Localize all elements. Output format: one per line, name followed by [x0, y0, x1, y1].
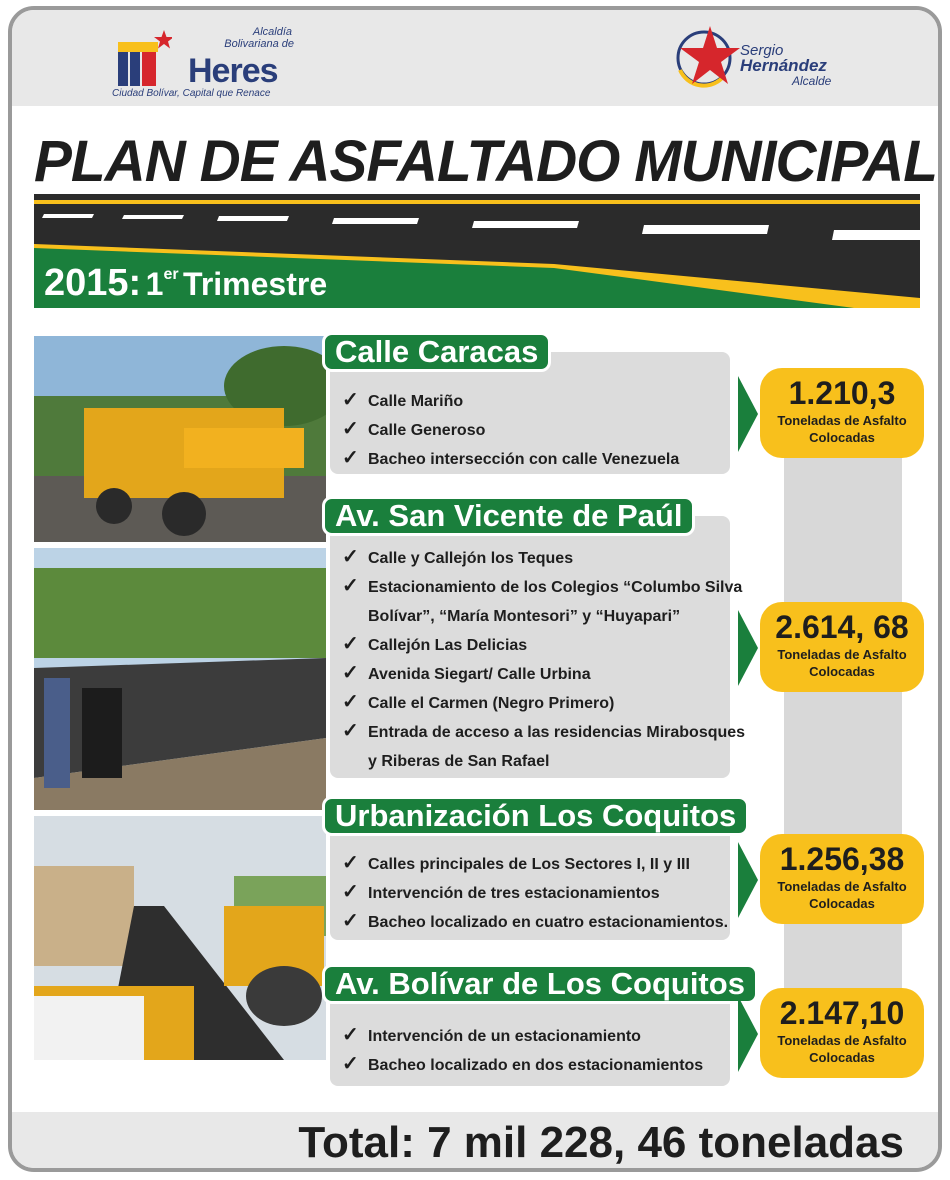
checkmark-icon: ✓	[342, 1024, 359, 1046]
checkmark-icon: ✓	[342, 389, 359, 411]
section-title-1: Calle Caracas	[322, 332, 551, 372]
checkmark-icon: ✓	[342, 662, 359, 684]
list-item: ✓ Entrada de acceso a las residencias Mirabosques	[342, 718, 745, 747]
list-item: ✓ Estacionamiento de los Colegios “Columbo Silva	[342, 573, 745, 602]
amount-label: Toneladas de Asfalto	[777, 647, 907, 662]
section-title-2: Av. San Vicente de Paúl	[322, 496, 695, 536]
amount-value: 1.210,3	[788, 375, 896, 411]
list-item: ✓ Calle Generoso	[342, 416, 679, 445]
amount-label: Colocadas	[809, 896, 875, 911]
green-arrow-icon	[738, 610, 758, 686]
list-item: ✓ Bacheo localizado en dos estacionamientos	[342, 1051, 703, 1080]
amount-value: 2.614, 68	[775, 609, 909, 645]
amount-value: 1.256,38	[779, 841, 905, 877]
section-items-3	[342, 850, 728, 937]
section-title-4: Av. Bolívar de Los Coquitos	[322, 964, 758, 1004]
header-bar	[12, 10, 938, 106]
amount-value: 2.147,10	[779, 995, 905, 1031]
page-title: PLAN DE ASFALTADO MUNICIPAL	[34, 129, 937, 194]
period-ordinal-sup: er	[163, 266, 179, 283]
period-year: 2015:	[44, 262, 142, 304]
list-item-continuation: Bolívar”, “María Montesori” y “Huyapari”	[368, 608, 681, 625]
list-item: ✓ Intervención de un estacionamiento	[342, 1022, 703, 1051]
checkmark-icon: ✓	[342, 910, 359, 932]
list-item: ✓ Bacheo intersección con calle Venezuela	[342, 445, 679, 474]
checkmark-icon: ✓	[342, 1053, 359, 1075]
amount-label: Colocadas	[809, 430, 875, 445]
green-arrow-icon	[738, 376, 758, 452]
green-arrow-icon	[738, 996, 758, 1072]
list-item: ✓ Calle Mariño	[342, 387, 679, 416]
period-label-text: Trimestre	[183, 266, 328, 302]
total-text: Total: 7 mil 228, 46 toneladas	[298, 1118, 904, 1167]
checkmark-icon: ✓	[342, 575, 359, 597]
checkmark-icon: ✓	[342, 447, 359, 469]
list-item: ✓ Calle y Callejón los Teques	[342, 544, 745, 573]
list-item: ✓ Bacheo localizado en cuatro estacionamientos.	[342, 908, 728, 937]
checkmark-icon: ✓	[342, 720, 359, 742]
photo-roller-compactors	[34, 816, 326, 1060]
logo-name: Heres	[188, 52, 278, 90]
checkmark-icon: ✓	[342, 881, 359, 903]
period-ordinal: 1	[145, 266, 164, 302]
alcalde-last-name: Hernández	[740, 56, 827, 75]
alcalde-role: Alcalde	[792, 74, 832, 88]
photo-street-paving	[34, 548, 326, 810]
alcalde-first-name: Sergio	[740, 42, 784, 59]
amount-badge-4	[760, 988, 924, 1078]
amount-badge-3	[760, 834, 924, 924]
amount-label: Toneladas de Asfalto	[777, 879, 907, 894]
logo-tagline: Ciudad Bolívar, Capital que Renace	[112, 88, 271, 99]
checkmark-icon: ✓	[342, 691, 359, 713]
list-item: ✓ Calles principales de Los Sectores I, II y III	[342, 850, 728, 879]
green-arrow-icon	[738, 842, 758, 918]
infographic-frame	[8, 6, 942, 1172]
section-items-2	[342, 544, 745, 776]
amount-label: Colocadas	[809, 664, 875, 679]
list-item: ✓ Avenida Siegart/ Calle Urbina	[342, 660, 745, 689]
red-star-icon	[674, 24, 740, 90]
alcaldia-logo	[112, 18, 302, 100]
checkmark-icon: ✓	[342, 852, 359, 874]
list-item: ✓ Intervención de tres estacionamientos	[342, 879, 728, 908]
heres-logo-icon	[116, 30, 172, 88]
list-item: ✓ Calle el Carmen (Negro Primero)	[342, 689, 745, 718]
photo-paver-machine	[34, 336, 326, 542]
amount-label: Toneladas de Asfalto	[777, 1033, 907, 1048]
checkmark-icon: ✓	[342, 633, 359, 655]
list-item-continuation: y Riberas de San Rafael	[368, 753, 550, 770]
section-title-3: Urbanización Los Coquitos	[322, 796, 749, 836]
alcalde-logo	[674, 24, 854, 96]
section-items-1	[342, 387, 679, 474]
logo-line-2: Bolivariana de	[224, 38, 294, 50]
checkmark-icon: ✓	[342, 418, 359, 440]
checkmark-icon: ✓	[342, 546, 359, 568]
amount-label: Toneladas de Asfalto	[777, 413, 907, 428]
amount-label: Colocadas	[809, 1050, 875, 1065]
connector-bar	[784, 450, 902, 1010]
list-item: ✓ Callejón Las Delicias	[342, 631, 745, 660]
amount-badge-1	[760, 368, 924, 458]
footer-bar	[12, 1112, 938, 1172]
period-label	[44, 262, 327, 305]
amount-badge-2	[760, 602, 924, 692]
logo-line-1: Alcaldía	[252, 26, 292, 38]
section-items-4	[342, 1022, 703, 1080]
